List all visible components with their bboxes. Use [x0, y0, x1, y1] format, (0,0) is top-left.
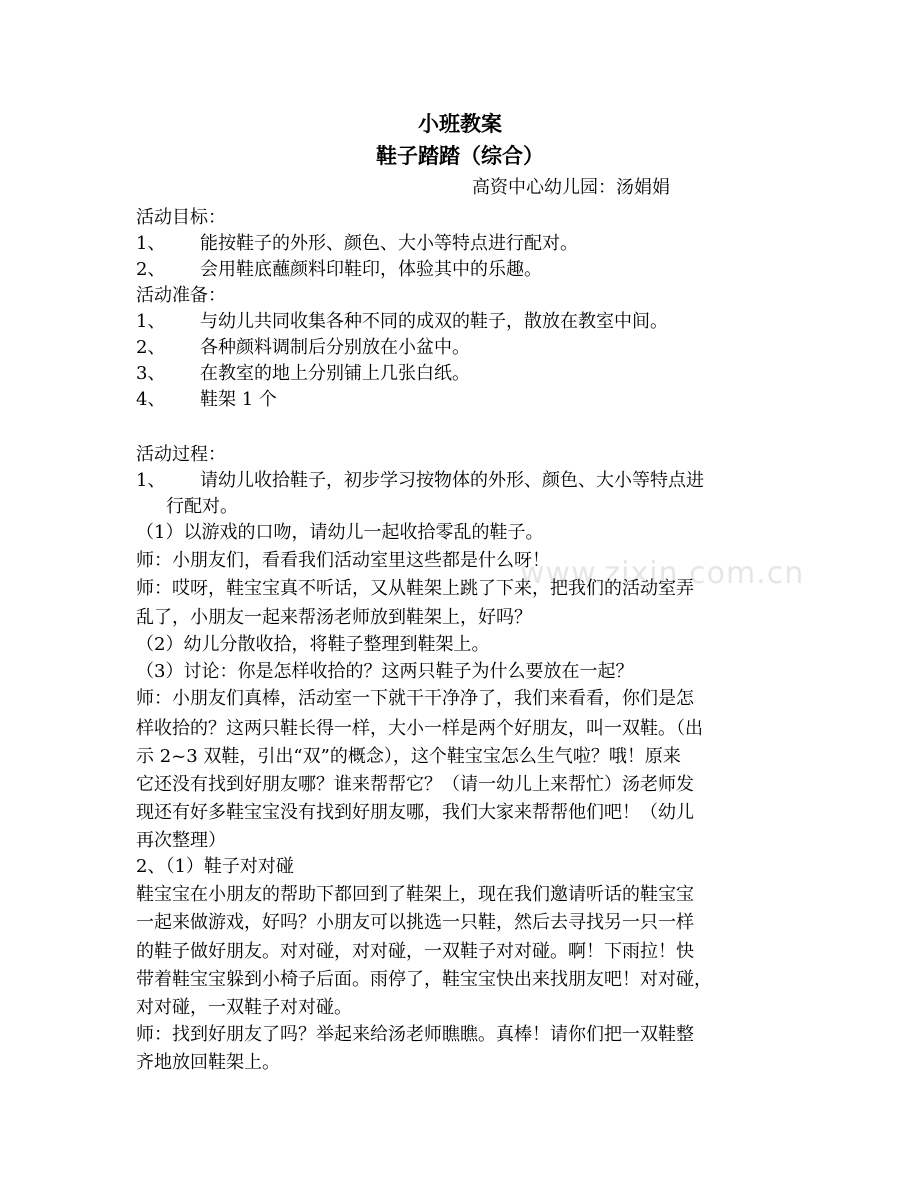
goal-number: 2、 — [136, 259, 166, 280]
body-line: 齐地放回鞋架上。 — [136, 1052, 280, 1073]
step-text-continued: 行配对。 — [166, 496, 238, 517]
body-line: 师：哎呀，鞋宝宝真不听话，又从鞋架上跳了下来，把我们的活动室弄 — [136, 578, 694, 599]
prep-number: 4、 — [136, 389, 166, 410]
author-line: 高资中心幼儿园：汤娟娟 — [472, 177, 670, 198]
body-line: 师：小朋友们，看看我们活动室里这些都是什么呀！ — [136, 550, 550, 571]
watermark: www.zixin.com.cn — [520, 556, 805, 591]
section-heading: 2、（1）鞋子对对碰 — [136, 856, 294, 877]
goal-number: 1、 — [136, 233, 166, 254]
body-line: （2）幼儿分散收拾，将鞋子整理到鞋架上。 — [136, 634, 490, 655]
prep-text: 鞋架 1 个 — [200, 389, 277, 410]
prep-text: 在教室的地上分别铺上几张白纸。 — [200, 363, 470, 384]
step-number: 1、 — [136, 470, 166, 491]
step-text: 请幼儿收拾鞋子，初步学习按物体的外形、颜色、大小等特点进 — [200, 470, 704, 491]
body-line: 再次整理） — [136, 830, 226, 851]
document-title: 小班教案 — [418, 111, 502, 136]
body-line: 一起来做游戏，好吗？小朋友可以挑选一只鞋，然后去寻找另一只一样 — [136, 912, 694, 933]
body-line: 现还有好多鞋宝宝没有找到好朋友哪，我们大家来帮帮他们吧！（幼儿 — [136, 802, 694, 823]
body-line: 对对碰，一双鞋子对对碰。 — [136, 997, 352, 1018]
prep-number: 2、 — [136, 337, 166, 358]
goals-heading: 活动目标： — [136, 207, 226, 228]
body-line: 它还没有找到好朋友哪？谁来帮帮它？（请一幼儿上来帮忙）汤老师发 — [136, 774, 694, 795]
body-line: 乱了，小朋友一起来帮汤老师放到鞋架上，好吗？ — [136, 607, 532, 628]
goal-text: 会用鞋底蘸颜料印鞋印，体验其中的乐趣。 — [200, 259, 542, 280]
body-line: 示 2~3 双鞋，引出“双”的概念），这个鞋宝宝怎么生气啦？哦！原来 — [136, 746, 681, 767]
body-line: 样收拾的？这两只鞋长得一样，大小一样是两个好朋友，叫一双鞋。（出 — [136, 718, 703, 739]
process-heading: 活动过程： — [136, 444, 226, 465]
body-line: 师：找到好朋友了吗？举起来给汤老师瞧瞧。真棒！请你们把一双鞋整 — [136, 1024, 694, 1045]
prep-number: 1、 — [136, 311, 166, 332]
prep-number: 3、 — [136, 363, 166, 384]
body-line: 师：小朋友们真棒，活动室一下就干干净净了，我们来看看，你们是怎 — [136, 688, 694, 709]
goal-text: 能按鞋子的外形、颜色、大小等特点进行配对。 — [200, 233, 578, 254]
prep-text: 各种颜料调制后分别放在小盆中。 — [200, 337, 470, 358]
body-line: （3）讨论：你是怎样收拾的？这两只鞋子为什么要放在一起？ — [136, 661, 634, 682]
document-subtitle: 鞋子踏踏（综合） — [376, 143, 544, 168]
prep-heading: 活动准备： — [136, 285, 226, 306]
body-line: 鞋宝宝在小朋友的帮助下都回到了鞋架上，现在我们邀请听话的鞋宝宝 — [136, 884, 694, 905]
body-line: 带着鞋宝宝躲到小椅子后面。雨停了，鞋宝宝快出来找朋友吧！对对碰， — [136, 969, 712, 990]
prep-text: 与幼儿共同收集各种不同的成双的鞋子，散放在教室中间。 — [200, 311, 668, 332]
body-line: 的鞋子做好朋友。对对碰，对对碰，一双鞋子对对碰。啊！下雨拉！快 — [136, 941, 694, 962]
body-line: （1）以游戏的口吻，请幼儿一起收拾零乱的鞋子。 — [136, 522, 544, 543]
